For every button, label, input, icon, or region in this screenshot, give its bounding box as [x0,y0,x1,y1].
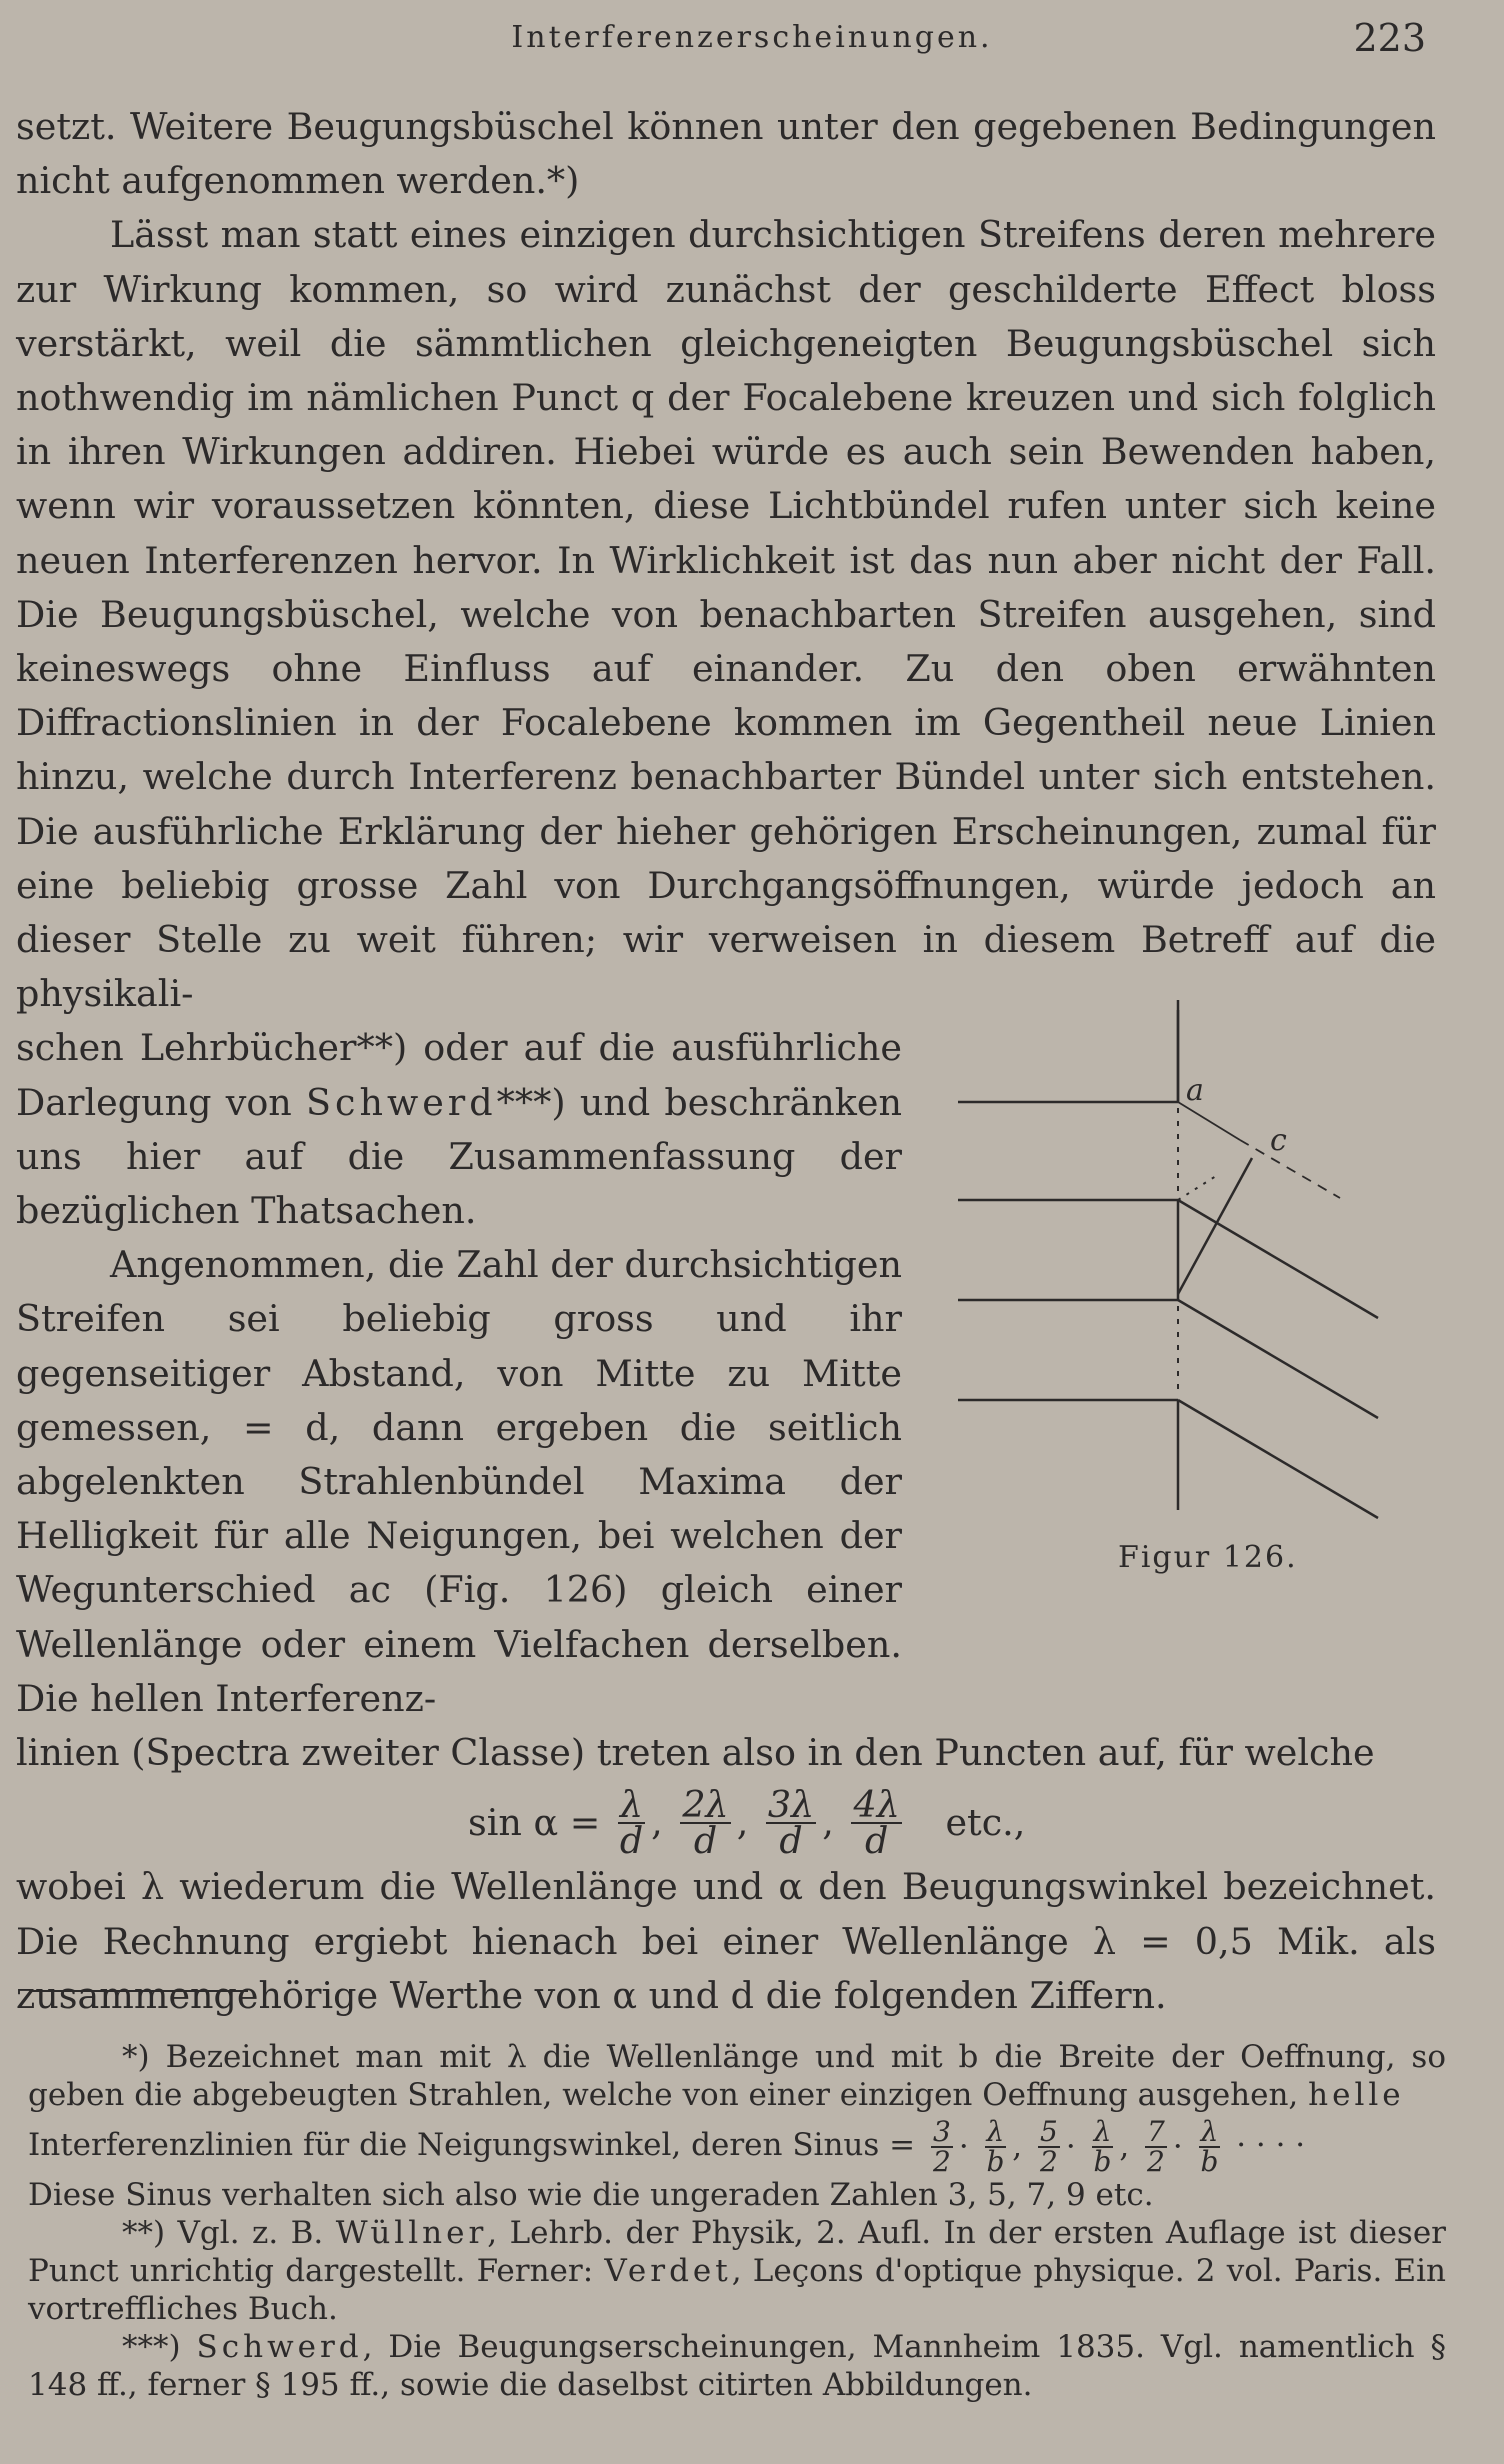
fraction-2-denominator: d [693,1818,718,1862]
footnote-3-text: , Die Beugungserscheinungen, Mannheim 1835. Vgl. namentlich § 148 ff., ferner § 195 ff., sowie die daselbst citirten Abbildungen. [28,2329,1446,2403]
footnote-rule [30,1990,248,1992]
page-number: 223 [1353,16,1426,60]
fn-fraction-3a-num: 7 [1147,2114,1165,2148]
author-verdet: Verdet [604,2253,732,2289]
running-title: Interferenzerscheinungen. [511,20,993,55]
footnote-1-helle: helle [1308,2077,1405,2113]
fraction-4-denominator: d [864,1818,889,1862]
fraction-4 [851,1782,901,1862]
fn-fraction-1b-den: b [986,2144,1005,2178]
fn-fraction-1a-num: 3 [933,2114,951,2148]
fraction-1-denominator: d [619,1818,644,1862]
page-header [0,16,1504,80]
fraction-1 [618,1782,645,1862]
footnote-1-dots: · · · · [1236,2127,1306,2163]
footnote-2-text-a: **) Vgl. z. B. [122,2215,324,2251]
fn-fraction-3b [1199,2114,1221,2178]
diffracted-ray-4 [1178,1400,1378,1518]
diffraction-diagram [958,1000,1408,1540]
label-a: a [1186,1073,1204,1108]
dotted-link [1178,1176,1216,1200]
author-wuellner: Wüllner [335,2215,488,2251]
fn-fraction-1b-num: λ [986,2114,1005,2148]
fn-fraction-3a-den: 2 [1147,2144,1165,2178]
diffracted-ray-3 [1178,1300,1378,1418]
paragraph-2-wrap-b: ***) und beschränken uns hier auf die Zusammenfassung der bezüglichen Thatsachen. [16,1080,902,1233]
paragraph-3-continued: linien (Spectra zweiter Classe) treten also in den Puncten auf, für welche [16,1731,1375,1775]
fn-fraction-1a [931,2114,953,2178]
fn-fraction-2b [1092,2114,1114,2178]
fn-fraction-2a-num: 5 [1040,2114,1058,2148]
footnote-1-text-b: Interferenzlinien für die Neigungswinkel, deren Sinus = [28,2127,916,2163]
figure-caption: Figur 126. [1118,1540,1298,1575]
wrapped-text-block [16,1021,902,1726]
equation-lhs: sin α = [468,1800,601,1844]
fraction-3 [766,1782,816,1862]
author-schwerd-footnote: Schwerd [196,2329,363,2365]
diffracted-ray-2 [1178,1200,1378,1318]
footnote-2-text-b: , Lehrb. der Physik, 2. Aufl. In der ersten Auflage ist dieser Punct unrichtig dargestellt. Ferner: [28,2215,1446,2289]
fn-fraction-2a [1038,2114,1060,2178]
perpendicular-ac [1178,1158,1252,1294]
paragraph-2-wrap-a: schen Lehrbücher**) oder auf die ausführliche Darlegung von [16,1026,902,1124]
fn-fraction-1b [985,2114,1007,2178]
footnote-2-text-c: , Leçons d'optique physique. 2 vol. Paris. Ein vortreffliches Buch. [28,2253,1447,2327]
paragraph-2-continued [16,1021,902,1238]
fraction-4-numerator: 4λ [853,1782,900,1826]
footnote-1 [28,2038,1446,2114]
footnote-1-conclusion: Diese Sinus verhalten sich also wie die ungeraden Zahlen 3, 5, 7, 9 etc. [28,2177,1154,2213]
fn-fraction-2b-den: b [1093,2144,1112,2178]
sine-equation: sin α = $\frac{\lambda}{d}$ , $\frac{2\lambda}{d}$ , $\frac{3\lambda}{d}$ , $\frac{4\lambda}{d}$ etc., [468,1782,1026,1862]
author-schwerd: Schwerd [306,1080,497,1124]
fraction-1-numerator: λ [619,1782,644,1826]
fn-fraction-3b-num: λ [1200,2114,1219,2148]
label-c: c [1270,1123,1287,1158]
footnote-1-text-a: *) Bezeichnet man mit λ die Wellenlänge und mit b die Breite der Oeffnung, so geben die abgebeugten Strahlen, welche von einer einzigen Oeffnung ausgehen, [28,2039,1446,2113]
fn-fraction-2a-den: 2 [1040,2144,1058,2178]
paragraph-4: wobei λ wiederum die Wellenlänge und α den Beugungswinkel bezeichnet. Die Rechnung ergiebt hienach bei einer Wellenlänge λ = 0,5 Mik. als zusammengehörige Werthe von α und d die folgenden Ziffern. [16,1865,1436,2017]
footnote-1-equation-line: Interferenzlinien für die Neigungswinkel, deren Sinus = $\frac{3}{2}$ · $\frac{\lambda}{b}$ , $\frac{5}{2}$ · $\frac{\lambda}{b}$ , $\frac{7}{2}$ · $\frac{\lambda}{b}$ · · · · [28,2114,1306,2178]
fraction-3-numerator: 3λ [767,1782,815,1826]
footnotes [28,2038,1446,2404]
fraction-3-denominator: d [779,1818,803,1862]
paragraph-2: Lässt man statt eines einzigen durchsichtigen Streifens deren mehrere zur Wirkung kommen, so wird zunächst der geschilderte Effect bloss verstärkt, weil die sämmtlichen gleichgeneigten Beugungsbüschel sich nothwendig im nämlichen Punct q der Focalebene kreuzen und sich folglich in ihren Wirkungen addiren. Hiebei würde es auch sein Bewenden haben, wenn wir voraussetzen könnten, diese Lichtbündel rufen unter sich keine neuen Interferenzen hervor. In Wirklichkeit ist das nun aber nicht der Fall. Die Beugungsbüschel, welche von benachbarten Streifen ausgehen, sind keineswegs ohne Einfluss auf einander. Zu den oben erwähnten Diffractionslinien in der Focalebene kommen im Gegentheil neue Linien hinzu, welche durch Interferenz benachbarter Bündel unter sich entstehen. Die ausführliche Erklärung der hieher gehörigen Erscheinungen, zumal für eine beliebig grosse Zahl von Durchgangsöffnungen, würde jedoch an dieser Stelle zu weit führen; wir verweisen in diesem Betreff auf die physikali- [16,213,1436,1016]
footnote-2 [28,2214,1446,2328]
fn-fraction-1a-den: 2 [933,2144,951,2178]
fraction-2-numerator: 2λ [682,1782,729,1826]
equation-etc: etc., [945,1800,1026,1844]
figure-126 [958,1000,1408,1580]
fraction-2 [680,1782,730,1862]
fn-fraction-2b-num: λ [1093,2114,1112,2148]
footnote-3-marker: ***) [122,2329,181,2365]
fn-fraction-3a [1145,2114,1167,2178]
footnote-3 [28,2328,1446,2404]
paragraph-3: Angenommen, die Zahl der durchsichtigen Streifen sei beliebig gross und ihr gegenseitiger Abstand, von Mitte zu Mitte gemessen, = d, dann ergeben die seitlich abgelenkten Strahlenbündel Maxima der Helligkeit für alle Neigungen, bei welchen der Wegunterschied ac (Fig. 126) gleich einer Wellenlänge oder einem Vielfachen derselben. Die hellen Interferenz- [16,1243,902,1720]
diffracted-ray-1-dashed [1240,1140,1340,1198]
fn-fraction-3b-den: b [1200,2144,1219,2178]
paragraph-1: setzt. Weitere Beugungsbüschel können unter den gegebenen Bedingungen nicht aufgenommen werden.*) [16,105,1436,203]
